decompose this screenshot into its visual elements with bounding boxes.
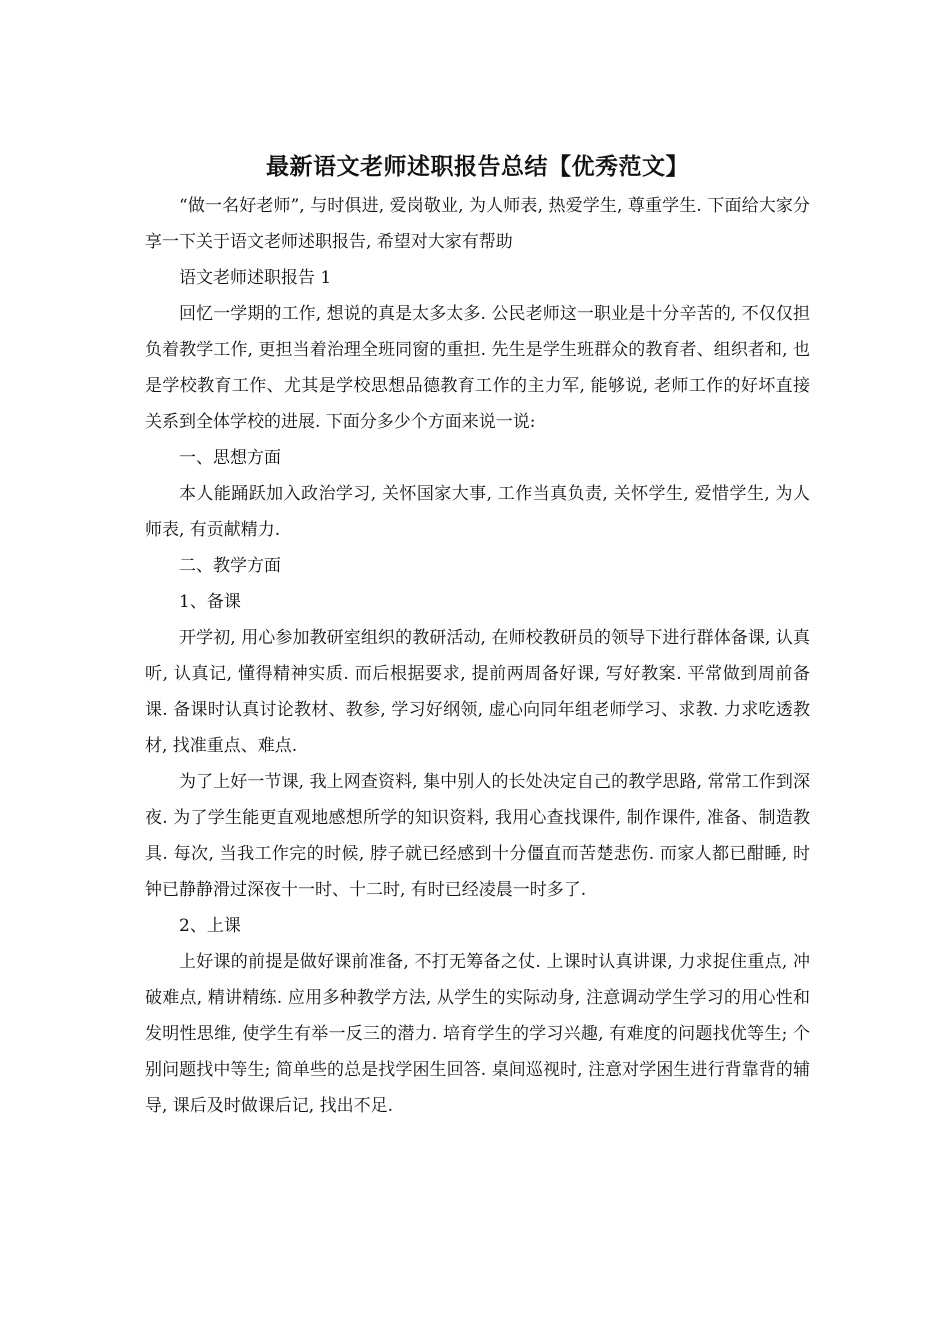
class-paragraph: 上好课的前提是做好课前准备, 不打无筹备之仗. 上课时认真讲课, 力求捉住重点, 冲破难点, 精讲精练. 应用多种教学方法, 从学生的实际动身, 注意调动学生学习的用心性和发明性思维, 使学生有举一反三的潜力. 培育学生的学习兴趣, 有难度的问题找优等生; 个别问题找中等生; 简单些的总是找学困生回答. 桌间巡视时, 注意对学困生进行背靠背的辅导, 课后及时做课后记, 找出不足.: [145, 952, 810, 1116]
section-heading-thought: 一、思想方面: [179, 448, 281, 468]
subheading-lesson-prep: 1、备课: [179, 592, 241, 612]
subheading-class: 2、上课: [179, 916, 241, 936]
lesson-prep-paragraph: 开学初, 用心参加教研室组织的教研活动, 在师校教研员的领导下进行群体备课, 认真听, 认真记, 懂得精神实质. 而后根据要求, 提前两周备好课, 写好教案. 平常做到周前备课. 备课时认真讨论教材、教参, 学习好纲领, 虚心向同年组老师学习、求教. 力求吃透教材, 找准重点、难点.: [145, 628, 810, 756]
document-page: [145, 150, 810, 1124]
section-heading-teaching: 二、教学方面: [179, 556, 281, 576]
document-body: [145, 188, 810, 1124]
overtime-paragraph: 为了上好一节课, 我上网查资料, 集中别人的长处决定自己的教学思路, 常常工作到深夜. 为了学生能更直观地感想所学的知识资料, 我用心查找课件, 制作课件, 准备、制造教具. 每次, 当我工作完的时候, 脖子就已经感到十分僵直而苦楚悲伤. 而家人都已酣睡, 时钟已静静滑过深夜十一时、十二时, 有时已经凌晨一时多了.: [145, 772, 810, 900]
thought-paragraph: 本人能踊跃加入政治学习, 关怀国家大事, 工作当真负责, 关怀学生, 爱惜学生, 为人师表, 有贡献精力.: [145, 484, 810, 540]
document-title: 最新语文老师述职报告总结【优秀范文】: [266, 153, 689, 180]
report-heading: 语文老师述职报告 1: [179, 268, 332, 288]
review-paragraph: 回忆一学期的工作, 想说的真是太多太多. 公民老师这一职业是十分辛苦的, 不仅仅担负着教学工作, 更担当着治理全班同窗的重担. 先生是学生班群众的教育者、组织者和, 也是学校教育工作、尤其是学校思想品德教育工作的主力军, 能够说, 老师工作的好坏直接关系到全体学校的进展. 下面分多少个方面来说一说:: [145, 304, 810, 432]
intro-paragraph: “做一名好老师”, 与时俱进, 爱岗敬业, 为人师表, 热爱学生, 尊重学生. 下面给大家分享一下关于语文老师述职报告, 希望对大家有帮助: [145, 196, 810, 252]
